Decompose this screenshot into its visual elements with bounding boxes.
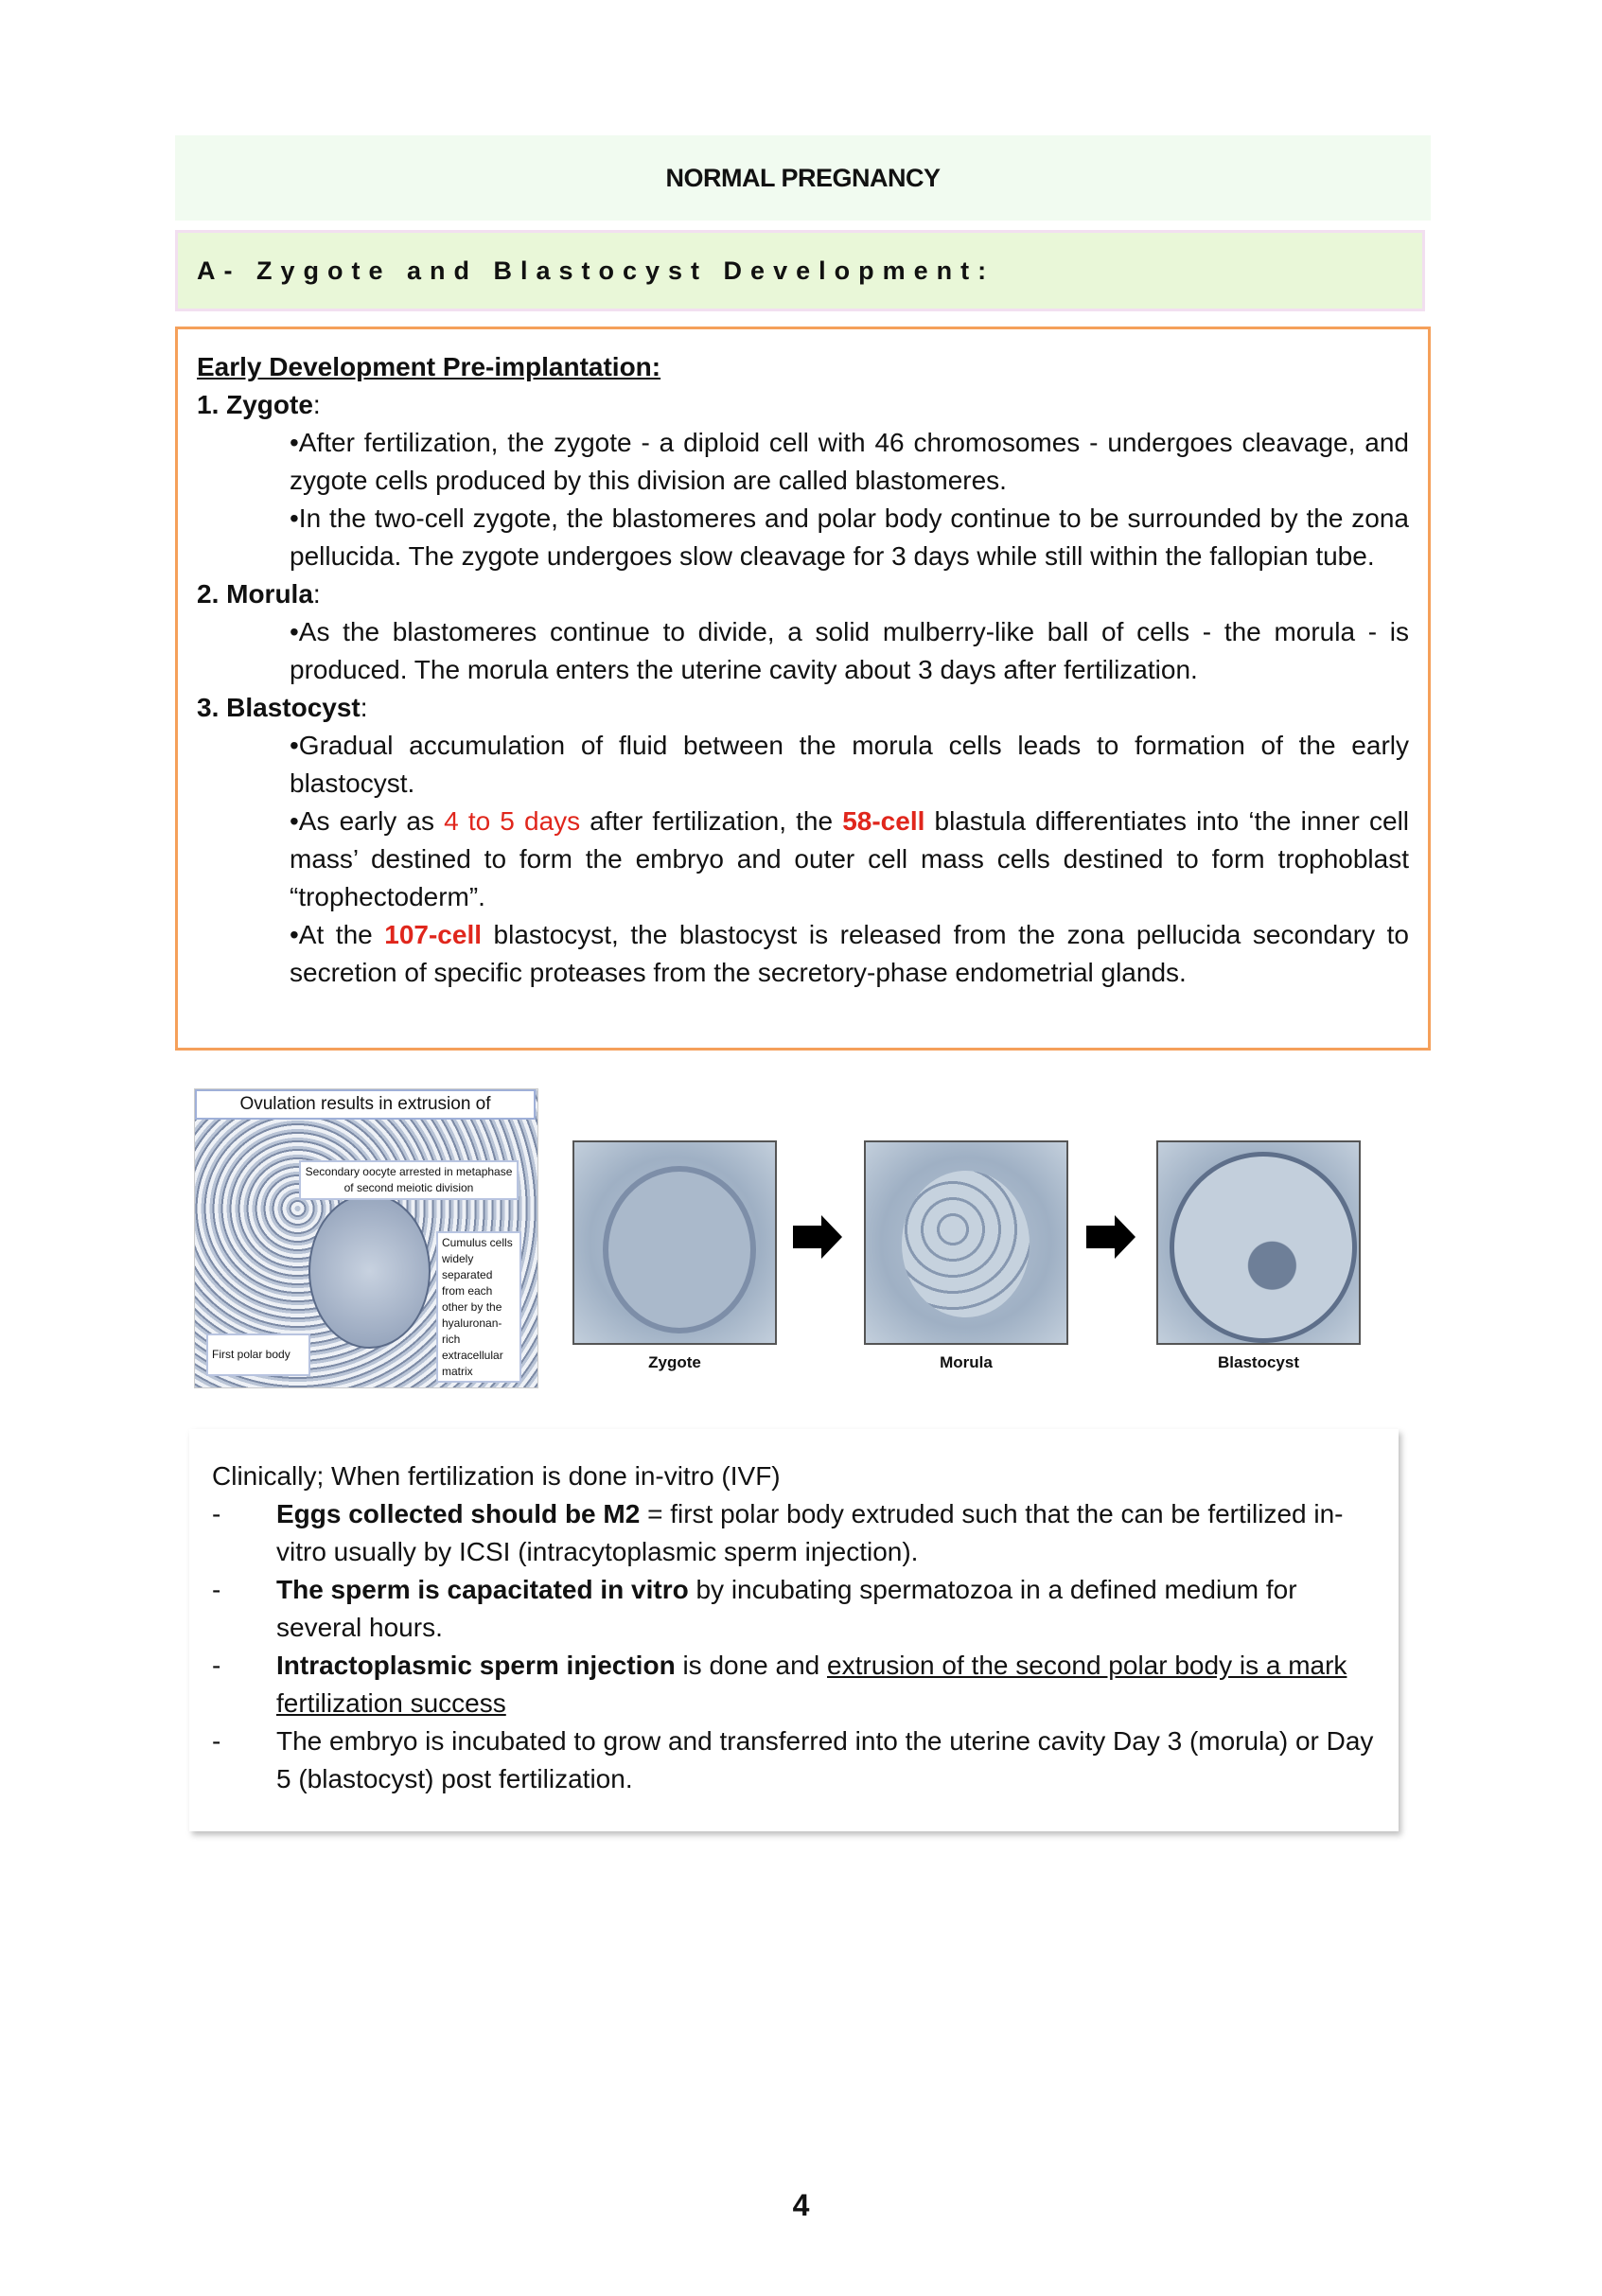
list-item xyxy=(212,1495,1376,1571)
zygote-title: 1. Zygote xyxy=(197,390,313,419)
dash: - xyxy=(212,1499,221,1528)
arrow-icon xyxy=(793,1226,821,1248)
arrow-icon xyxy=(821,1215,842,1259)
item-text: = first polar body extruded such that the can be fertilized in-vitro usually by ICSI (intracytoplasmic sperm injection). xyxy=(276,1499,1344,1566)
blastocyst-title: 3. Blastocyst xyxy=(197,693,361,722)
text: blastocyst, the blastocyst is released from the zona pellucida secondary to secretion of specific proteases from the secretory-phase endometrial glands. xyxy=(290,920,1409,987)
page-number: 4 xyxy=(792,2188,810,2222)
early-development-box: Early Development Pre-implantation: 1. Zygote: •After fertilization, the zygote - a diploid cell with 46 chromosomes - undergoes cleavage, and zygote cells produced by this division are called blastomeres. •In the two-cell zygote, the blastomeres and polar body continue to be surrounded by the zona pellucida. The zygote undergoes slow cleavage for 3 days while still within the fallopian tube. 2. Morula: •As the blastomeres continue to divide, a solid mulberry-like ball of cells - the morula - is produced. The morula enters the uterine cavity about 3 days after fertilization. 3. Blastocyst: •Gradual accumulation of fluid between the morula cells leads to formation of the early blastocyst. •As early as 4 to 5 days after fertilization, the 58-cell blastula differentiates into ‘the inner cell mass’ destined to form the embryo and outer cell mass cells destined to form trophoblast “trophectoderm”. •At the 107-cell blastocyst, the blastocyst is released from the zona pellucida secondary to secretion of specific proteases from the secretory-phase endometrial glands. xyxy=(175,327,1431,1051)
highlight-107-cell: 107-cell xyxy=(384,920,483,949)
ovulation-image xyxy=(194,1088,538,1388)
item-text: by incubating spermatozoa in a defined medium for several hours. xyxy=(276,1575,1297,1642)
section-title: A- Zygote and Blastocyst Development: xyxy=(175,230,1425,311)
blastocyst-p2 xyxy=(290,803,1409,916)
highlight-days: 4 to 5 days xyxy=(444,806,581,836)
morula-caption: Morula xyxy=(940,1353,993,1371)
blastocyst-image xyxy=(1156,1140,1361,1345)
dash: - xyxy=(212,1726,221,1756)
morula-p1: •As the blastomeres continue to divide, a solid mulberry-like ball of cells - the morula - is produced. The morula enters the uterine cavity about 3 days after fertilization. xyxy=(290,617,1409,684)
blastocyst-p1: •Gradual accumulation of fluid between the morula cells leads to formation of the early blastocyst. xyxy=(290,731,1409,798)
text: after fertilization, the xyxy=(580,806,843,836)
list-item xyxy=(212,1722,1376,1798)
item-underline: extrusion of the second polar body is a mark fertilization success xyxy=(276,1651,1347,1718)
zygote-caption: Zygote xyxy=(648,1353,701,1371)
blastocyst-caption: Blastocyst xyxy=(1218,1353,1299,1371)
oocyte-shape xyxy=(308,1193,431,1349)
clinical-intro: Clinically; When fertilization is done in-vitro (IVF) xyxy=(212,1461,781,1491)
cumulus-label: Cumulus cells widely separated from each other by the hyaluronan-rich extracellular matrix xyxy=(436,1231,521,1383)
zygote-p2: •In the two-cell zygote, the blastomeres and polar body continue to be surrounded by the zona pellucida. The zygote undergoes slow cleavage for 3 days while still within the fallopian tube. xyxy=(290,503,1409,571)
item-text: The embryo is incubated to grow and transferred into the uterine cavity Day 3 (morula) or Day 5 (blastocyst) post fertilization. xyxy=(276,1726,1374,1793)
item-bold: Intractoplasmic sperm injection xyxy=(276,1651,676,1680)
arrow-icon xyxy=(1115,1215,1135,1259)
morula-image xyxy=(864,1140,1068,1345)
dash: - xyxy=(212,1651,221,1680)
oocyte-label: Secondary oocyte arrested in metaphase of second meiotic division xyxy=(299,1160,519,1200)
zygote-p1: •After fertilization, the zygote - a diploid cell with 46 chromosomes - undergoes cleavage, and zygote cells produced by this division are called blastomeres. xyxy=(290,428,1409,495)
zygote-image xyxy=(572,1140,777,1345)
text: •At the xyxy=(290,920,385,949)
page-header: NORMAL PREGNANCY xyxy=(175,135,1431,221)
text: blastula differentiates into ‘the inner cell mass’ destined to form the embryo and outer cell mass cells destined to form trophoblast “trophectoderm”. xyxy=(290,806,1410,911)
list-item xyxy=(212,1647,1376,1722)
morula-title: 2. Morula xyxy=(197,579,313,609)
highlight-58-cell: 58-cell xyxy=(842,806,925,836)
text: •As early as xyxy=(290,806,445,836)
polar-body-label: First polar body xyxy=(206,1333,310,1376)
clinical-box xyxy=(189,1429,1399,1831)
dash: - xyxy=(212,1575,221,1604)
early-heading: Early Development Pre-implantation: xyxy=(197,352,661,381)
item-bold: Eggs collected should be M2 xyxy=(276,1499,641,1528)
list-item xyxy=(212,1571,1376,1647)
item-text: is done and xyxy=(675,1651,828,1680)
ovulation-title: Ovulation results in extrusion of xyxy=(195,1089,536,1120)
blastocyst-p3 xyxy=(290,916,1409,992)
item-bold: The sperm is capacitated in vitro xyxy=(276,1575,689,1604)
arrow-icon xyxy=(1086,1226,1115,1248)
